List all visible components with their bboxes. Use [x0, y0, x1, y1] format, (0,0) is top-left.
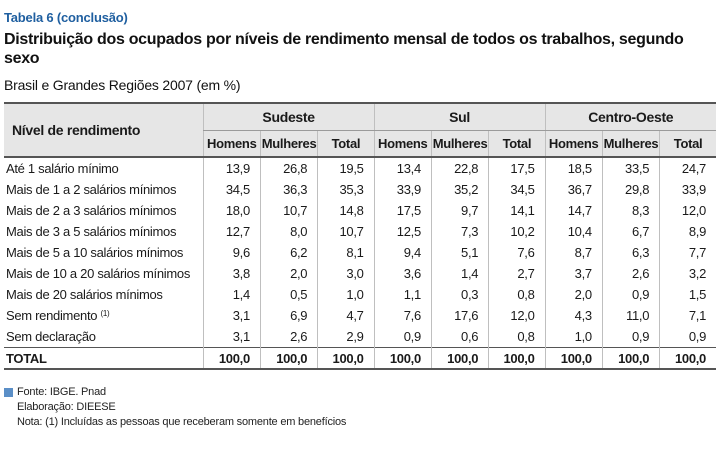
value-cell: 6,2 [260, 242, 317, 263]
value-cell: 9,7 [431, 200, 488, 221]
row-label [4, 221, 203, 242]
row-label-text: Mais de 2 a 3 salários mínimos [6, 203, 177, 218]
value-cell: 7,7 [660, 242, 716, 263]
value-cell: 2,6 [260, 326, 317, 348]
sub-header-total: Total [318, 131, 374, 158]
row-label-text: Sem declaração [6, 329, 96, 344]
value-cell: 0,9 [602, 284, 659, 305]
value-cell: 1,1 [374, 284, 431, 305]
value-cell: 7,6 [374, 305, 431, 326]
value-cell: 22,8 [431, 157, 488, 179]
value-cell: 8,0 [260, 221, 317, 242]
value-cell: 36,7 [545, 179, 602, 200]
value-cell: 100,0 [545, 348, 602, 370]
value-cell: 0,3 [431, 284, 488, 305]
value-cell: 3,6 [374, 263, 431, 284]
value-cell: 1,0 [545, 326, 602, 348]
value-cell: 12,7 [203, 221, 260, 242]
value-cell: 0,9 [374, 326, 431, 348]
value-cell: 3,1 [203, 305, 260, 326]
value-cell: 8,1 [318, 242, 374, 263]
row-label-header: Nível de rendimento [4, 103, 203, 157]
row-label-text: Mais de 3 a 5 salários mínimos [6, 224, 177, 239]
value-cell: 36,3 [260, 179, 317, 200]
value-cell: 34,5 [489, 179, 545, 200]
value-cell: 1,5 [660, 284, 716, 305]
value-cell: 0,9 [602, 326, 659, 348]
row-label [4, 242, 203, 263]
value-cell: 3,0 [318, 263, 374, 284]
table-row [4, 179, 716, 200]
value-cell: 18,0 [203, 200, 260, 221]
value-cell: 2,6 [602, 263, 659, 284]
value-cell: 3,1 [203, 326, 260, 348]
row-label [4, 284, 203, 305]
value-cell: 14,1 [489, 200, 545, 221]
value-cell: 7,1 [660, 305, 716, 326]
value-cell: 100,0 [203, 348, 260, 370]
footnote-marker: (1) [100, 309, 110, 318]
value-cell: 12,0 [660, 200, 716, 221]
table-row [4, 200, 716, 221]
value-cell: 17,5 [374, 200, 431, 221]
row-label-text: Até 1 salário mínimo [6, 161, 119, 176]
value-cell: 29,8 [602, 179, 659, 200]
row-label [4, 326, 203, 348]
value-cell: 1,4 [431, 263, 488, 284]
row-label-text: Mais de 10 a 20 salários mínimos [6, 266, 191, 281]
table-header [4, 103, 716, 157]
value-cell: 9,4 [374, 242, 431, 263]
row-label-text: Mais de 1 a 2 salários mínimos [6, 182, 177, 197]
value-cell: 0,9 [660, 326, 716, 348]
row-label [4, 305, 203, 326]
table-title: Distribuição dos ocupados por níveis de rendimento mensal de todos os trabalhos, segundo sexo [4, 31, 684, 67]
value-cell: 4,3 [545, 305, 602, 326]
value-cell: 100,0 [260, 348, 317, 370]
value-cell: 0,5 [260, 284, 317, 305]
region-header-sudeste: Sudeste [203, 103, 374, 131]
table-number: Tabela 6 [4, 10, 54, 25]
row-label-text: Mais de 5 a 10 salários mínimos [6, 245, 184, 260]
value-cell: 9,6 [203, 242, 260, 263]
value-cell: 0,8 [489, 326, 545, 348]
value-cell: 100,0 [602, 348, 659, 370]
source-marker-icon [4, 388, 13, 397]
value-cell: 12,5 [374, 221, 431, 242]
value-cell: 2,0 [260, 263, 317, 284]
value-cell: 3,8 [203, 263, 260, 284]
table-body [4, 157, 716, 369]
row-label [4, 157, 203, 179]
table-row [4, 157, 716, 179]
value-cell: 19,5 [318, 157, 374, 179]
sub-header-mulheres: Mulheres [602, 131, 659, 158]
value-cell: 34,5 [203, 179, 260, 200]
value-cell: 33,9 [374, 179, 431, 200]
value-cell: 33,5 [602, 157, 659, 179]
value-cell: 14,8 [318, 200, 374, 221]
value-cell: 35,3 [318, 179, 374, 200]
value-cell: 3,7 [545, 263, 602, 284]
table-row [4, 326, 716, 348]
row-label-text: Mais de 20 salários mínimos [6, 287, 163, 302]
table-row [4, 221, 716, 242]
sub-header-total: Total [660, 131, 716, 158]
value-cell: 100,0 [431, 348, 488, 370]
value-cell: 26,8 [260, 157, 317, 179]
value-cell: 100,0 [489, 348, 545, 370]
value-cell: 100,0 [318, 348, 374, 370]
table-row [4, 242, 716, 263]
value-cell: 6,3 [602, 242, 659, 263]
table-footer [4, 385, 346, 430]
sub-header-homens: Homens [545, 131, 602, 158]
value-cell: 14,7 [545, 200, 602, 221]
value-cell: 18,5 [545, 157, 602, 179]
value-cell: 8,3 [602, 200, 659, 221]
value-cell: 24,7 [660, 157, 716, 179]
value-cell: 11,0 [602, 305, 659, 326]
value-cell: 10,7 [260, 200, 317, 221]
value-cell: 1,4 [203, 284, 260, 305]
note-text: Nota: (1) Incluídas as pessoas que receberam somente em benefícios [17, 416, 347, 428]
value-cell: 6,9 [260, 305, 317, 326]
total-row [4, 348, 716, 370]
value-cell: 3,2 [660, 263, 716, 284]
region-header-centro-oeste: Centro-Oeste [545, 103, 716, 131]
value-cell: 4,7 [318, 305, 374, 326]
sub-header-mulheres: Mulheres [431, 131, 488, 158]
value-cell: 100,0 [660, 348, 716, 370]
table-row [4, 305, 716, 326]
value-cell: 2,0 [545, 284, 602, 305]
row-label [4, 263, 203, 284]
value-cell: 100,0 [374, 348, 431, 370]
source-text: Fonte: IBGE. Pnad [17, 386, 106, 398]
table-subtitle: Brasil e Grandes Regiões 2007 (em %) [4, 77, 241, 93]
value-cell: 10,7 [318, 221, 374, 242]
row-label-text: TOTAL [6, 350, 47, 366]
value-cell: 6,7 [602, 221, 659, 242]
table-row [4, 263, 716, 284]
value-cell: 2,7 [489, 263, 545, 284]
value-cell: 8,9 [660, 221, 716, 242]
region-header-sul: Sul [374, 103, 545, 131]
value-cell: 10,4 [545, 221, 602, 242]
value-cell: 12,0 [489, 305, 545, 326]
table-label [4, 10, 128, 25]
elaboration-text: Elaboração: DIEESE [17, 401, 116, 413]
value-cell: 0,8 [489, 284, 545, 305]
income-distribution-table [4, 102, 716, 370]
row-label [4, 179, 203, 200]
value-cell: 33,9 [660, 179, 716, 200]
value-cell: 5,1 [431, 242, 488, 263]
value-cell: 10,2 [489, 221, 545, 242]
value-cell: 1,0 [318, 284, 374, 305]
value-cell: 7,6 [489, 242, 545, 263]
value-cell: 17,6 [431, 305, 488, 326]
row-label [4, 200, 203, 221]
sub-header-mulheres: Mulheres [260, 131, 317, 158]
table-row [4, 284, 716, 305]
row-label [4, 348, 203, 370]
row-label-text: Sem rendimento [6, 308, 98, 323]
value-cell: 0,6 [431, 326, 488, 348]
value-cell: 13,4 [374, 157, 431, 179]
value-cell: 8,7 [545, 242, 602, 263]
value-cell: 2,9 [318, 326, 374, 348]
value-cell: 17,5 [489, 157, 545, 179]
value-cell: 7,3 [431, 221, 488, 242]
value-cell: 35,2 [431, 179, 488, 200]
value-cell: 13,9 [203, 157, 260, 179]
sub-header-homens: Homens [203, 131, 260, 158]
sub-header-total: Total [489, 131, 545, 158]
table-continuation: (conclusão) [56, 10, 128, 25]
sub-header-homens: Homens [374, 131, 431, 158]
